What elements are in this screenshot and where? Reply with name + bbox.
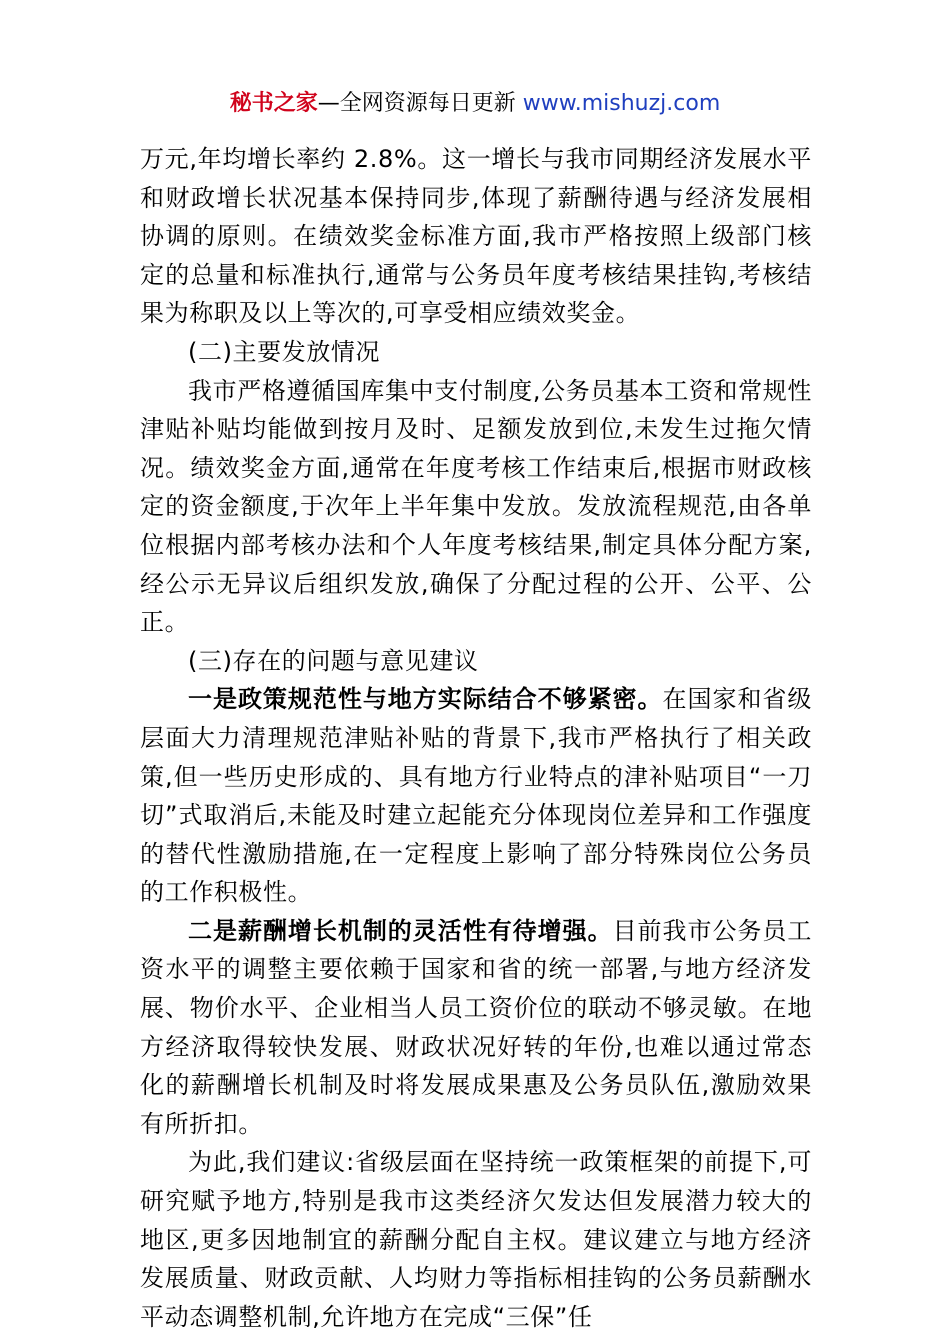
section-heading-problems: (三)存在的问题与意见建议	[188, 646, 479, 675]
section-heading-distribution: (二)主要发放情况	[188, 337, 381, 366]
problem-one-title: 一是政策规范性与地方实际结合不够紧密。	[188, 685, 663, 714]
paragraph-suggestions: 为此,我们建议:省级层面在坚持统一政策框架的前提下,可研究赋予地方,特别是我市这类经济欠发达但发展潜力较大的地区,更多因地制宜的薪酬分配自主权。建议建立与地方经济发展质量、财政贡献、人均财力等指标相挂钩的公务员薪酬水平动态调整机制,允许地方在完成“三保”任	[140, 1148, 812, 1331]
brand-name: 秘书之家	[229, 91, 318, 116]
problem-one-text: 在国家和省级层面大力清理规范津贴补贴的背景下,我市严格执行了相关政策,但一些历史形成的、具有地方行业特点的津补贴项目“一刀切”式取消后,未能及时建立起能充分体现岗位差异和工作强度的替代性激励措施,在一定程度上影响了部分特殊岗位公务员的工作积极性。	[140, 685, 812, 907]
page-header	[0, 88, 950, 120]
paragraph-continuation: 万元,年均增长率约 2.8%。这一增长与我市同期经济发展水平和财政增长状况基本保持同步,体现了薪酬待遇与经济发展相协调的原则。在绩效奖金标准方面,我市严格按照上级部门核定的总量和标准执行,通常与公务员年度考核结果挂钩,考核结果为称职及以上等次的,可享受相应绩效奖金。	[140, 145, 812, 328]
document-body	[140, 140, 812, 1336]
paragraph-problem-two	[140, 912, 812, 1144]
paragraph-distribution: 我市严格遵循国库集中支付制度,公务员基本工资和常规性津贴补贴均能做到按月及时、足额发放到位,未发生过拖欠情况。绩效奖金方面,通常在年度考核工作结束后,根据市财政核定的资金额度,于次年上半年集中发放。发放流程规范,由各单位根据内部考核办法和个人年度考核结果,制定具体分配方案,经公示无异议后组织发放,确保了分配过程的公开、公平、公正。	[140, 376, 812, 637]
problem-two-text: 目前我市公务员工资水平的调整主要依赖于国家和省的统一部署,与地方经济发展、物价水平、企业相当人员工资价位的联动不够灵敏。在地方经济取得较快发展、财政状况好转的年份,也难以通过常态化的薪酬增长机制及时将发展成果惠及公务员队伍,激励效果有所折扣。	[140, 916, 812, 1138]
paragraph-problem-one	[140, 680, 812, 912]
problem-two-title: 二是薪酬增长机制的灵活性有待增强。	[188, 916, 613, 945]
header-tagline: —全网资源每日更新	[317, 91, 523, 116]
site-url-link[interactable]: www.mishuzj.com	[522, 91, 721, 116]
